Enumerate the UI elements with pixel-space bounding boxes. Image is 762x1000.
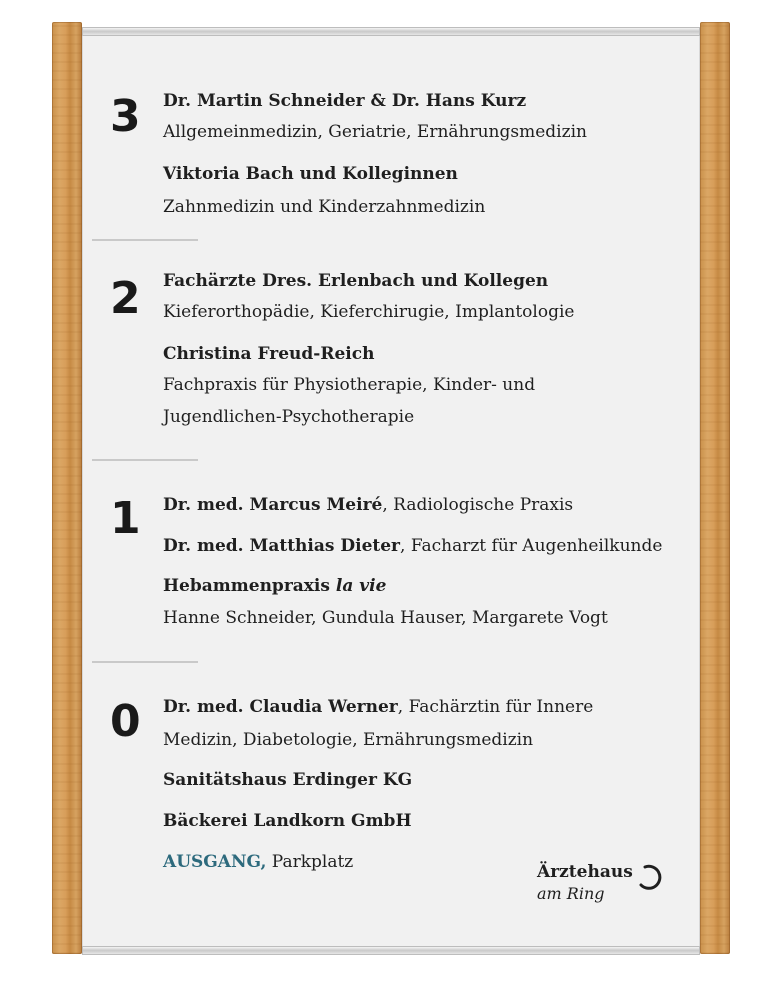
wood-frame-left xyxy=(52,22,82,954)
tenant-line: Medizin, Diabetologie, Ernährungsmedizin xyxy=(163,730,534,750)
logo xyxy=(537,862,677,914)
tenant-line: Fachpraxis für Physiotherapie, Kinder- und xyxy=(163,375,536,395)
aluminum-rail-top xyxy=(82,27,700,36)
tenant-line: Viktoria Bach und Kolleginnen xyxy=(163,164,458,184)
floor-divider xyxy=(92,661,198,663)
tenant-line: Zahnmedizin und Kinderzahnmedizin xyxy=(163,197,486,217)
floor-divider xyxy=(92,239,198,241)
tenant-line: Sanitätshaus Erdinger KG xyxy=(163,770,413,790)
tenant-line: Allgemeinmedizin, Geriatrie, Ernährungsmedizin xyxy=(163,122,587,142)
tenant-line: Jugendlichen-Psychotherapie xyxy=(163,407,415,427)
logo-line-1: Ärztehaus xyxy=(537,862,633,882)
exit-label: AUSGANG, xyxy=(163,852,267,872)
floor-divider xyxy=(92,459,198,461)
wood-frame-right xyxy=(700,22,730,954)
exit-line: AUSGANG, Parkplatz xyxy=(163,852,354,872)
floor-number: 1 xyxy=(110,493,141,544)
logo-line-2: am Ring xyxy=(537,884,605,903)
tenant-line: Christina Freud-Reich xyxy=(163,344,375,364)
floor-number: 2 xyxy=(110,273,141,324)
aluminum-rail-bottom xyxy=(82,946,700,955)
floor-number: 3 xyxy=(110,91,141,142)
tenant-line: Dr. med. Marcus Meiré, Radiologische Praxis xyxy=(163,495,574,515)
floor-number: 0 xyxy=(110,696,141,747)
ring-arc-icon xyxy=(637,864,663,890)
tenant-line: Kieferorthopädie, Kieferchirugie, Implantologie xyxy=(163,302,575,322)
tenant-line: Hebammenpraxis la vie xyxy=(163,576,387,596)
tenant-line: Dr. med. Matthias Dieter, Facharzt für Augenheilkunde xyxy=(163,536,663,556)
tenant-line: Hanne Schneider, Gundula Hauser, Margarete Vogt xyxy=(163,608,608,628)
tenant-line: Dr. med. Claudia Werner, Fachärztin für Innere xyxy=(163,697,594,717)
tenant-line: Bäckerei Landkorn GmbH xyxy=(163,811,412,831)
tenant-line: Dr. Martin Schneider & Dr. Hans Kurz xyxy=(163,91,527,111)
tenant-line: Fachärzte Dres. Erlenbach und Kollegen xyxy=(163,271,549,291)
